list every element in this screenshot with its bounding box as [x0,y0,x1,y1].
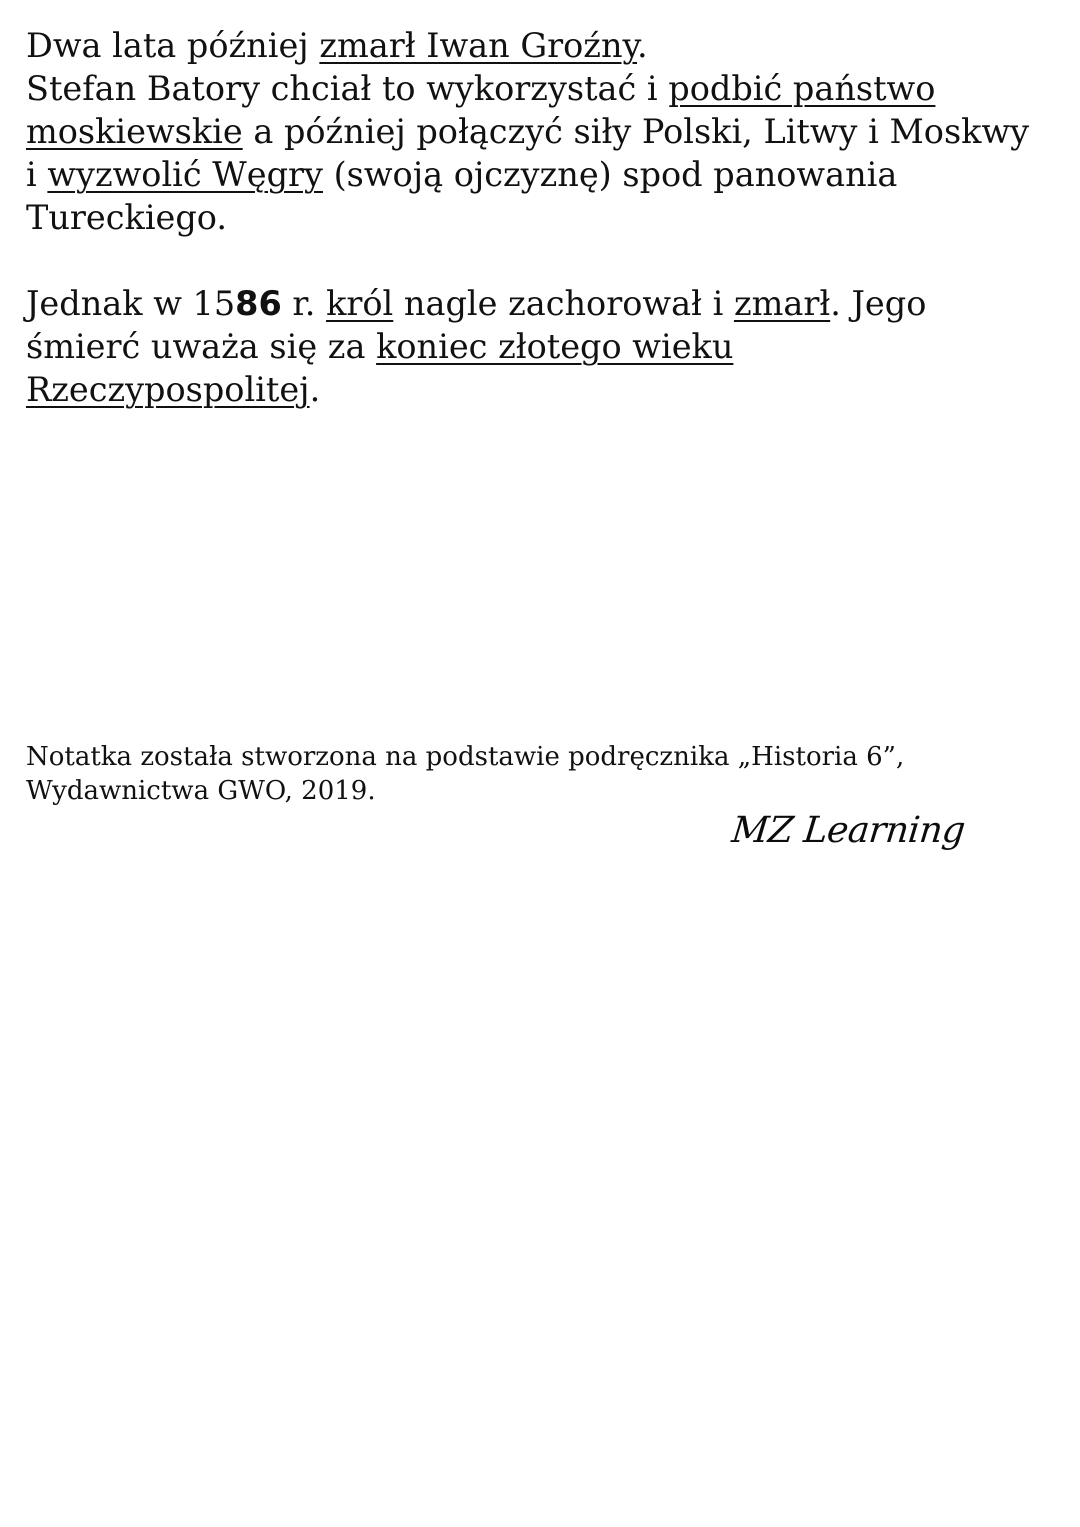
text: r. [281,284,327,323]
text: . [309,370,321,409]
paragraph-gap [26,239,1036,282]
signature: MZ Learning [729,810,967,851]
paragraph-ivan [26,24,1036,67]
note-page [26,24,1036,411]
footnote-line-1: Notatka została stworzona na podstawie podręcznika „Historia 6”, [26,742,905,772]
text: nagle zachorował i [393,284,734,323]
paragraph-king-death [26,282,1036,411]
text: Dwa lata później [26,26,320,65]
source-footnote [26,740,1036,808]
underlined-phrase: podbić państwo moskiewskie [26,69,936,151]
note-body [26,24,1036,411]
text: (swoją ojczyznę) spod panowania Tureckiego. [26,155,898,237]
text: . Jego śmierć uważa się za [26,284,927,366]
paragraph-batory-plans [26,67,1036,239]
underlined-phrase: koniec złotego wieku Rzeczypospolitej [26,327,734,409]
footnote-line-2: Wydawnictwa GWO, 2019. [26,776,376,806]
underlined-phrase: zmarł [733,284,831,323]
text: a później połączyć siły Polski, Litwy i Moskwy i [26,112,1030,194]
underlined-phrase: wyzwolić Węgry [47,155,323,194]
text: Jednak w 15 [26,284,236,323]
bold-year-digits: 86 [235,284,282,323]
underlined-phrase: król [326,284,394,323]
text: . [637,26,648,65]
text: Stefan Batory chciał to wykorzystać i [26,69,669,108]
underlined-phrase: zmarł Iwan Groźny [319,26,638,65]
